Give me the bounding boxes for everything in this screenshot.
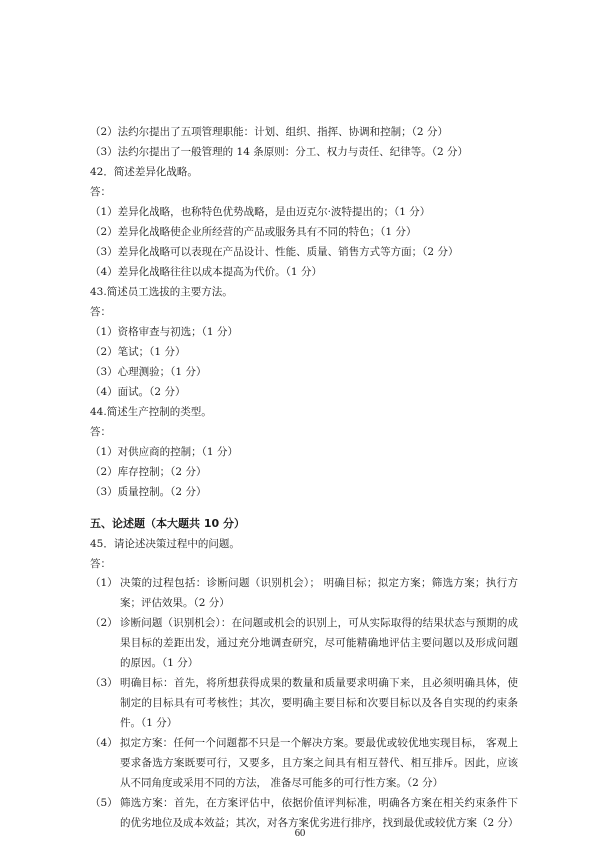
- answer-label: 答：: [90, 558, 111, 570]
- text-line: （3）心理测验；（1 分）: [90, 366, 207, 378]
- question-45: 45．请论述决策过程中的问题。: [90, 538, 240, 550]
- answer-label: 答：: [90, 426, 111, 438]
- item-text: 决策的过程包括：诊断问题（识别机会）； 明确目标；拟定方案；筛选方案；执行方案；评估效果。（2 分）: [120, 577, 518, 609]
- question-43: 43.简述员工选拔的主要方法。: [90, 286, 233, 298]
- text-line: （1）资格审查与初选；（1 分）: [90, 326, 238, 338]
- item-text: 拟定方案：任何一个问题都不只是一个解决方案。要最优或较优地实现目标， 客观上要求备选方案既要可行，又要多，且方案之间具有相互替代、相互排斥。因此，应该从不同角度或采用不同的方法， 准备尽可能多的可行性方案。（2 分）: [120, 737, 518, 789]
- question-42: 42．简述差异化战略。: [90, 166, 198, 178]
- text-line: （3）质量控制。（2 分）: [90, 486, 207, 498]
- text-line: （3）法约尔提出了一般管理的 14 条原则：分工、权力与责任、纪律等。（2 分）: [90, 146, 468, 158]
- text-line: （2）笔试；（1 分）: [90, 346, 186, 358]
- section-title: 五、论述题（本大题共 10 分）: [90, 517, 245, 530]
- answer-label: 答：: [90, 186, 111, 198]
- item-number: （3）: [90, 677, 118, 689]
- list-item: [90, 733, 518, 793]
- text-line: （3）差异化战略可以表现在产品设计、性能、质量、销售方式等方面；（2 分）: [90, 246, 459, 258]
- item-number: （1）: [90, 577, 118, 589]
- item-text: 诊断问题（识别机会）：在问题或机会的识别上，可从实际取得的结果状态与预期的成果目标的差距出发，通过充分地调查研究，尽可能精确地评估主要问题以及形成问题的原因。（1 分）: [120, 617, 518, 669]
- list-item: [90, 673, 518, 733]
- text-line: （2）差异化战略使企业所经营的产品或服务具有不同的特色；（1 分）: [90, 226, 417, 238]
- item-number: （4）: [90, 737, 118, 749]
- item-number: （2）: [90, 617, 118, 629]
- item-text: 明确目标：首先，将所想获得成果的数量和质量要求明确下来，且必须明确具体，使制定的目标具有可考核性；其次，要明确主要目标和次要目标以及各自实现的约束条件。（1 分）: [120, 677, 518, 729]
- text-line: （1）对供应商的控制；（1 分）: [90, 446, 238, 458]
- list-item: [90, 573, 518, 613]
- text-line: （2）库存控制；（2 分）: [90, 466, 207, 478]
- text-line: （4）差异化战略往往以成本提高为代价。（1 分）: [90, 266, 322, 278]
- list-item: [90, 613, 518, 673]
- question-44: 44.简述生产控制的类型。: [90, 406, 212, 418]
- text-line: （2）法约尔提出了五项管理职能：计划、组织、指挥、协调和控制；（2 分）: [90, 126, 448, 138]
- item-number: （5）: [90, 797, 118, 809]
- page-number: 60: [294, 828, 306, 839]
- text-line: （4）面试。（2 分）: [90, 386, 186, 398]
- list-item: [90, 793, 518, 833]
- text-line: （1）差异化战略，也称特色优势战略，是由迈克尔·波特提出的；（1 分）: [90, 206, 431, 218]
- item-text: 筛选方案：首先，在方案评估中，依据价值评判标准，明确各方案在相关约束条件下的优劣地位及成本效益；其次，对各方案优劣进行排序，找到最优或较优方案（2 分）: [120, 797, 519, 829]
- answer-label: 答：: [90, 306, 111, 318]
